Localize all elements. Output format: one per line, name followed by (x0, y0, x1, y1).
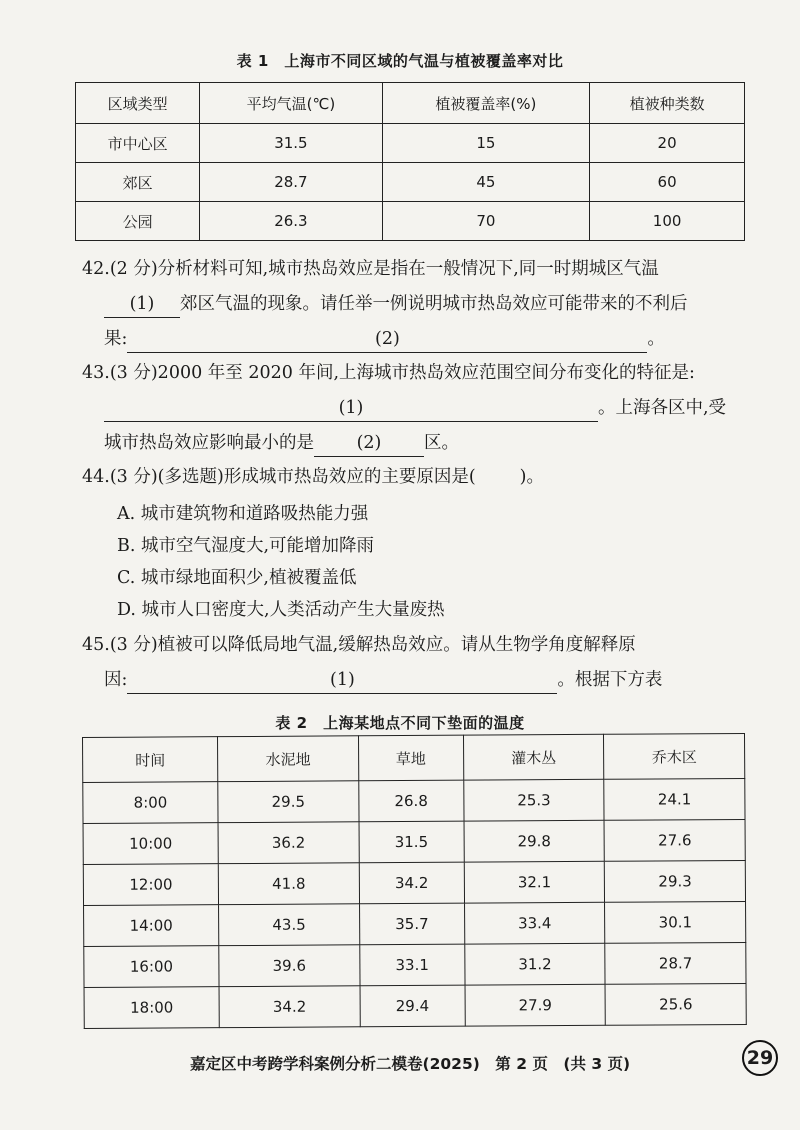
q42-line3-end: 。 (647, 329, 665, 349)
q42-answer-blank-1[interactable]: (1) (104, 291, 180, 318)
q42-line2-text: 郊区气温的现象。请任举一例说明城市热岛效应可能带来的不利后 (180, 294, 688, 314)
table1-header-cell: 植被种类数 (590, 83, 745, 124)
table-cell: 28.7 (605, 942, 746, 984)
q42-line3 (104, 322, 774, 357)
table-cell: 市中心区 (76, 124, 200, 163)
q44-stem-text: 44.(3 分)(多选题)形成城市热岛效应的主要原因是( (82, 467, 476, 487)
q44-option-c: C. 城市绿地面积少,植被覆盖低 (117, 568, 357, 588)
q44-stem (82, 460, 752, 495)
table-cell: 公园 (76, 202, 200, 241)
table-row (84, 983, 746, 1028)
table-cell: 25.6 (605, 983, 746, 1025)
q44-option-d: D. 城市人口密度大,人类活动产生大量废热 (117, 600, 445, 620)
table-cell: 34.2 (359, 862, 464, 904)
q44-option-a: A. 城市建筑物和道路吸热能力强 (117, 504, 369, 524)
q43-line3-prefix: 城市热岛效应影响最小的是 (104, 433, 314, 453)
table-cell: 8:00 (83, 782, 218, 824)
q43-answer-blank-1[interactable]: (1) (104, 395, 598, 422)
table-cell: 27.9 (465, 984, 606, 1026)
q44-stem-end: )。 (519, 467, 544, 487)
table1 (75, 82, 745, 241)
table-cell: 15 (382, 124, 590, 163)
table-row (83, 778, 745, 823)
q45-line1: 45.(3 分)植被可以降低局地气温,缓解热岛效应。请从生物学角度解释原 (82, 635, 636, 655)
table-cell: 29.4 (360, 985, 465, 1027)
table-row (83, 860, 745, 905)
table1-title: 表 1 上海市不同区域的气温与植被覆盖率对比 (236, 52, 564, 70)
table1-header-cell: 平均气温(℃) (200, 83, 382, 124)
table-row (76, 202, 745, 241)
table-cell: 33.4 (464, 902, 605, 944)
table-cell: 29.8 (464, 820, 605, 862)
q44-option-b: B. 城市空气湿度大,可能增加降雨 (117, 536, 375, 556)
table-row (76, 124, 745, 163)
q42-answer-blank-2[interactable]: (2) (127, 326, 647, 353)
table-cell: 41.8 (218, 863, 359, 905)
table-cell: 31.2 (465, 943, 606, 985)
table2-header-cell: 时间 (83, 737, 218, 783)
table-cell: 26.3 (200, 202, 382, 241)
table-cell: 33.1 (359, 944, 464, 986)
table2-header-row (83, 733, 745, 782)
q42-line3-prefix: 果: (104, 329, 128, 349)
table-cell: 34.2 (219, 986, 360, 1028)
table-cell: 36.2 (218, 822, 359, 864)
table2-title: 表 2 上海某地点不同下垫面的温度 (275, 714, 525, 732)
q45-line2-prefix: 因: (104, 670, 128, 690)
table2-header-cell: 草地 (358, 735, 463, 781)
table-cell: 60 (590, 163, 745, 202)
table-cell: 郊区 (76, 163, 200, 202)
table-cell: 35.7 (359, 903, 464, 945)
table-row (83, 819, 745, 864)
table-cell: 29.5 (218, 781, 359, 823)
table-cell: 45 (382, 163, 590, 202)
q45-line2 (104, 663, 774, 698)
q43-line2-text: 。上海各区中,受 (598, 398, 727, 418)
q43-line2 (104, 391, 774, 426)
table-cell: 18:00 (84, 987, 219, 1029)
table2-header-cell: 水泥地 (218, 736, 359, 782)
page-footer: 嘉定区中考跨学科案例分析二模卷(2025) 第 2 页 (共 3 页) (190, 1055, 631, 1073)
table-cell: 70 (382, 202, 590, 241)
table1-header-row (76, 83, 745, 124)
table-cell: 29.3 (605, 860, 746, 902)
table1-header-cell: 植被覆盖率(%) (382, 83, 590, 124)
table-cell: 25.3 (464, 779, 605, 821)
table-cell: 20 (590, 124, 745, 163)
table-row (84, 901, 746, 946)
q45-line2-text: 。根据下方表 (557, 670, 663, 690)
table-cell: 30.1 (605, 901, 746, 943)
page-number-badge: 29 (742, 1040, 778, 1076)
table2 (82, 733, 747, 1029)
table-cell: 10:00 (83, 823, 218, 865)
table2-header-cell: 乔木区 (604, 733, 745, 779)
table-cell: 28.7 (200, 163, 382, 202)
q43-line1: 43.(3 分)2000 年至 2020 年间,上海城市热岛效应范围空间分布变化的特征是: (82, 363, 695, 383)
table-cell: 14:00 (84, 905, 219, 947)
table-cell: 26.8 (358, 780, 463, 822)
table-cell: 31.5 (359, 821, 464, 863)
q43-line3 (104, 426, 774, 461)
table-row (76, 163, 745, 202)
table-cell: 12:00 (83, 864, 218, 906)
table-cell: 24.1 (604, 778, 745, 820)
q43-line3-end: 区。 (424, 433, 459, 453)
table2-header-cell: 灌木丛 (463, 734, 604, 780)
table-cell: 100 (590, 202, 745, 241)
q42-line2 (104, 287, 774, 322)
table1-header-cell: 区域类型 (76, 83, 200, 124)
table-cell: 31.5 (200, 124, 382, 163)
table-cell: 32.1 (464, 861, 605, 903)
table-cell: 39.6 (219, 945, 360, 987)
table-row (84, 942, 746, 987)
q45-answer-blank-1[interactable]: (1) (127, 667, 557, 694)
q43-answer-blank-2[interactable]: (2) (314, 430, 424, 457)
table-cell: 16:00 (84, 946, 219, 988)
table-cell: 43.5 (219, 904, 360, 946)
q42-line1: 42.(2 分)分析材料可知,城市热岛效应是指在一般情况下,同一时期城区气温 (82, 259, 659, 279)
table-cell: 27.6 (604, 819, 745, 861)
